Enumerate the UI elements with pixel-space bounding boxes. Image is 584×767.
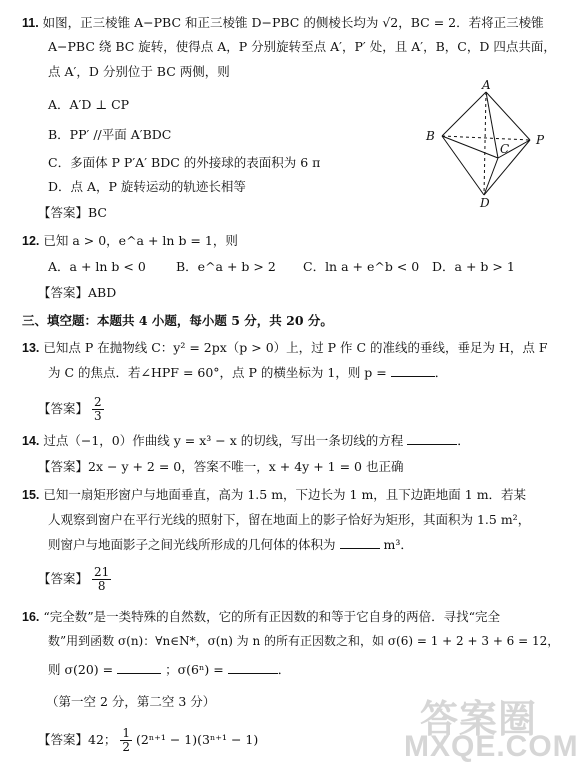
figure-label-a: A [482,78,491,92]
q14-stem: 过点（−1，0）作曲线 y = x³ − x 的切线，写出一条切线的方程 [43,433,404,448]
q13-line-2 [48,364,447,381]
q15-stem-end: m³． [383,537,413,552]
q16-answer-fraction [120,727,132,754]
q11-option-c: C．多面体 P P′A′ BDC 的外接球的表面积为 6 π [48,155,321,170]
q16-line-1 [22,608,500,626]
answer-label: 【答案】 [38,571,89,586]
q16-number: 16. [22,610,40,624]
q16-stem-3-end: ． [277,662,291,677]
q15-stem-3: 则窗户与地面影子之间光线所形成的几何体的体积为 [48,537,336,552]
q11-answer-value: BC [88,205,107,220]
q15-blank[interactable] [340,536,380,549]
q11-stem-2: A−PBC 绕 BC 旋转，使得点 A，P 分别旋转至点 A′，P′ 处，且 A′，B，C，D 四点共面， [48,39,556,54]
q12-option-a: A．a + ln b < 0 [48,259,146,274]
q13-answer-fraction [92,396,104,423]
q11-stem-1: 如图，正三棱锥 A−PBC 和正三棱锥 D−PBC 的侧棱长均为 √2，BC = 2．若将正三棱锥 [42,15,544,30]
q13-stem-2: 为 C 的焦点．若∠HPF = 60°，点 P 的横坐标为 1，则 p = [48,365,387,380]
q16-answer-rest: (2ⁿ⁺¹ − 1)(3ⁿ⁺¹ − 1) [136,732,259,747]
q11-option-d: D．点 A，P 旋转运动的轨迹长相等 [48,179,246,194]
q11-stem-3: 点 A′，D 分别位于 BC 两侧，则 [48,64,230,79]
q14-blank[interactable] [407,432,457,445]
q12-answer-value: ABD [88,285,117,300]
q12-option-b: B．e^a + b > 2 [176,259,276,274]
q11-option-a: A．A′D ⊥ CP [48,97,130,112]
fraction-numerator: 2 [94,395,102,409]
q13-stem-1: 已知点 P 在抛物线 C：y² = 2px（p > 0）上，过 P 作 C 的准线的垂线，垂足为 H，点 F [43,340,548,355]
q15-answer-fraction [92,566,111,593]
watermark-logo-text: 答案圈 [420,699,538,741]
q15-stem-2: 人观察到窗户在平行光线的照射下，留在地面上的影子恰好为矩形，其面积为 1.5 m²， [48,512,531,527]
q15-stem-1: 已知一扇矩形窗户与地面垂直，高为 1.5 m，下边长为 1 m，且下边距地面 1 m．若某 [43,487,527,502]
q16-blank-2[interactable] [228,661,278,674]
answer-label: 【答案】 [38,205,89,220]
q16-score-note: （第一空 2 分，第二空 3 分） [46,694,216,709]
figure-label-b: B [426,129,435,143]
fraction-denominator: 2 [122,740,131,754]
q14-stem-end: ． [457,433,470,448]
answer-label: 【答案】 [38,459,89,474]
q16-stem-1: “完全数”是一类特殊的自然数，它的所有正因数的和等于它自身的两倍．寻找“完全 [43,609,501,624]
q16-blank-1[interactable] [117,661,161,674]
q14-number: 14. [22,434,40,448]
answer-label: 【答案】 [38,401,89,416]
q12-option-c: C．ln a + e^b < 0 [303,259,420,274]
fraction-denominator: 8 [97,579,106,593]
q12-line [22,232,238,250]
q15-answer [38,566,111,593]
figure-label-c: C [500,142,510,156]
q11-bipyramid-figure [420,78,560,210]
q15-number: 15. [22,488,40,502]
figure-label-d: D [480,196,490,210]
q15-line-3 [48,536,413,553]
q11-answer [38,204,107,221]
fraction-numerator: 21 [94,565,110,579]
fraction-denominator: 3 [94,409,102,423]
q15-line-1 [22,486,526,504]
q16-stem-3a: 则 σ(20) = [48,662,114,677]
answer-label: 【答案】 [38,732,89,747]
q11-line-1 [22,14,544,32]
q14-answer [38,458,403,475]
q16-line-3 [48,661,290,678]
q13-stem-end: ． [434,365,448,380]
section-heading: 三、填空题：本题共 4 小题，每小题 5 分，共 20 分。 [22,313,333,328]
q11-number: 11. [22,16,39,30]
q13-number: 13. [22,341,40,355]
q13-answer [38,396,104,423]
q16-answer [38,727,258,754]
q16-stem-2: 数”用到函数 σ(n)：∀n∈N*，σ(n) 为 n 的所有正因数之和，如 σ(6) = 1 + 2 + 3 + 6 = 12， [48,634,560,648]
q12-stem: 已知 a > 0，e^a + ln b = 1，则 [43,233,238,248]
watermark-url: MXQE.COM [404,730,579,763]
q12-option-d: D．a + b > 1 [432,259,515,274]
q14-answer-value: 2x − y + 2 = 0，答案不唯一，x + 4y + 1 = 0 也正确 [88,459,404,474]
q13-line-1 [22,339,548,357]
q16-answer-first: 42； [88,732,117,747]
fraction-numerator: 1 [122,726,131,740]
q12-number: 12. [22,234,40,248]
q16-stem-3b: ；σ(6ⁿ) = [165,662,224,677]
q11-option-b: B．PP′ //平面 A′BDC [48,127,172,142]
figure-label-p: P [536,133,545,147]
q12-answer [38,284,116,301]
q13-blank[interactable] [391,364,435,377]
q14-line [22,432,470,450]
answer-label: 【答案】 [38,285,89,300]
